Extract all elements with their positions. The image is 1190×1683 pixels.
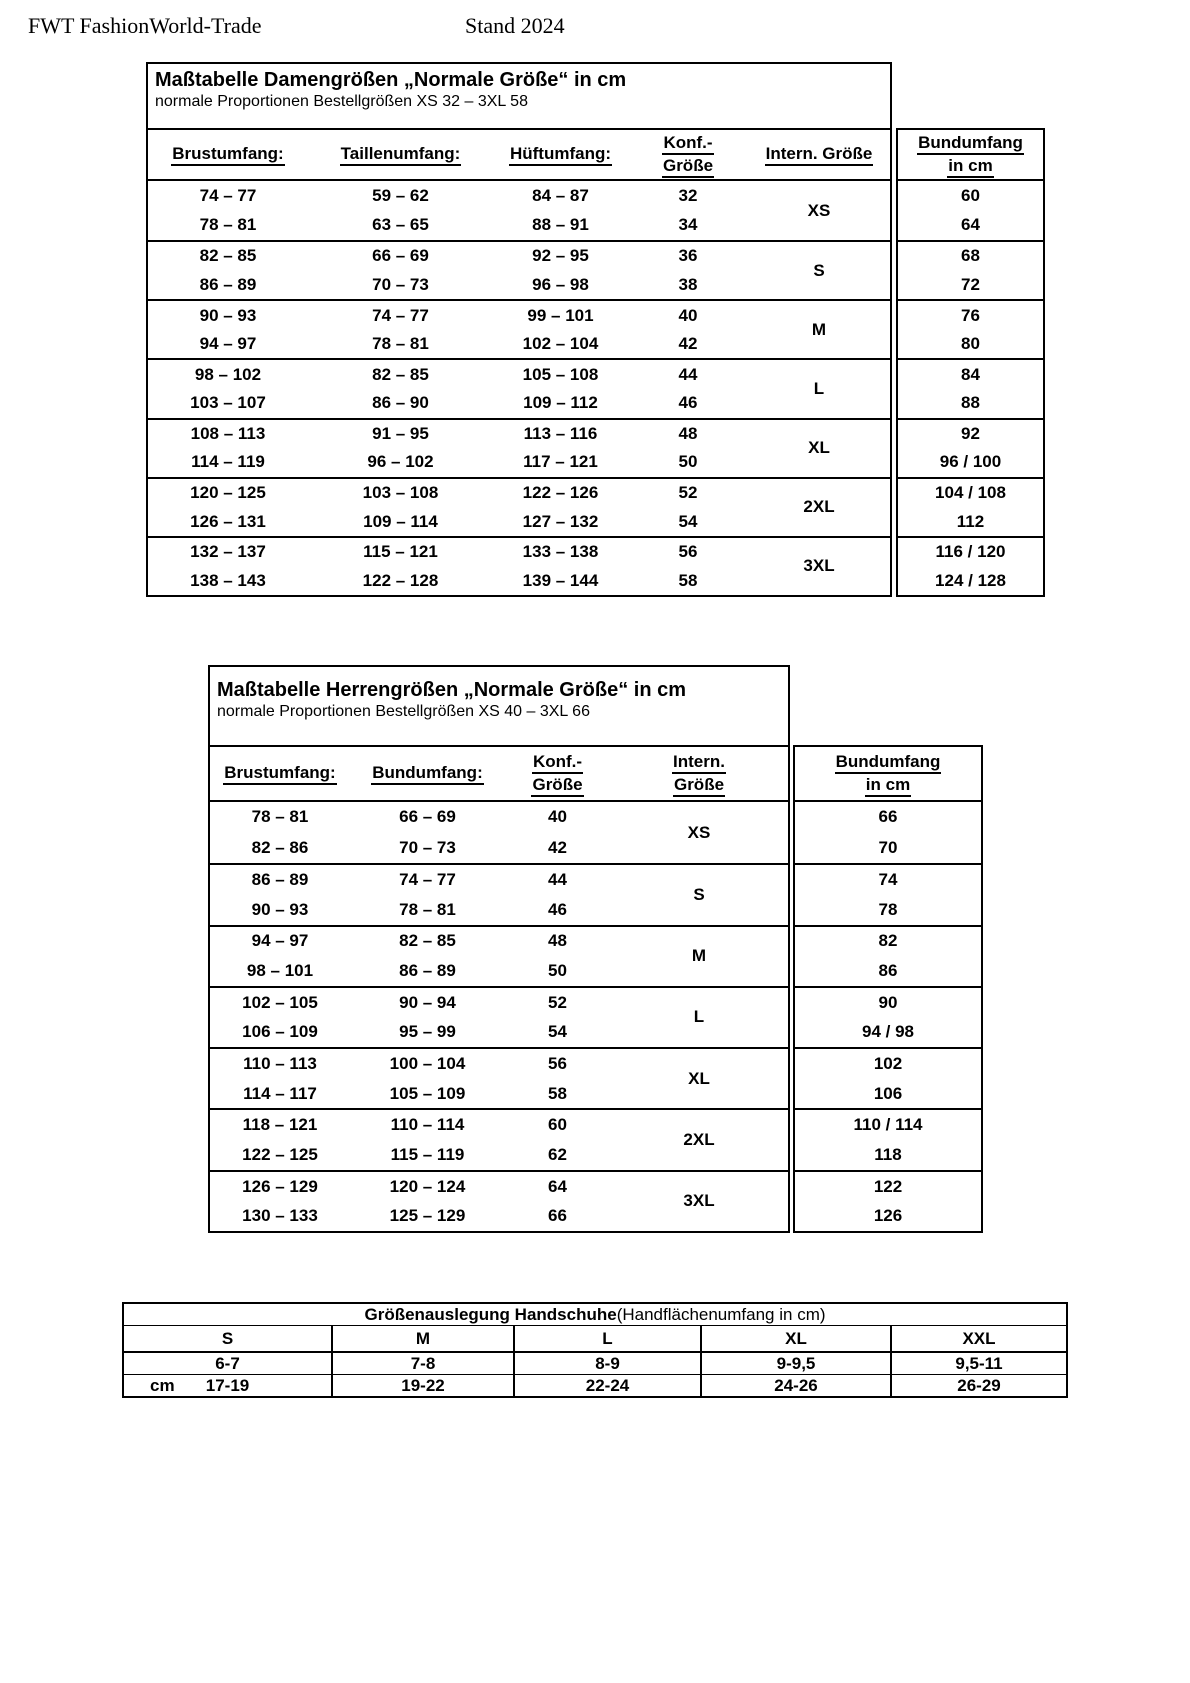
size-cell: 127 – 132 bbox=[522, 511, 599, 531]
size-group-row bbox=[210, 863, 788, 924]
glove-cm-value: 19-22 bbox=[401, 1375, 445, 1395]
size-group-row bbox=[210, 1108, 788, 1169]
size-cell: 78 – 81 bbox=[372, 334, 429, 354]
bund-cell: 102 bbox=[873, 1053, 903, 1073]
size-cell: 78 – 81 bbox=[399, 899, 456, 919]
intl-size-cell: XS bbox=[687, 822, 711, 842]
size-cell: 82 – 86 bbox=[251, 837, 309, 857]
size-cell: 70 – 73 bbox=[399, 837, 456, 857]
bund-cell: 84 bbox=[961, 364, 980, 384]
column-header-line: Größe bbox=[662, 155, 714, 178]
column-header bbox=[610, 751, 788, 797]
intl-size-cell: XS bbox=[807, 200, 831, 220]
bund-header-line: Bundumfang bbox=[835, 751, 942, 774]
intl-size-cell: 2XL bbox=[803, 497, 835, 517]
glove-cm-value: 22-24 bbox=[585, 1375, 630, 1395]
size-group-row bbox=[148, 477, 890, 536]
stand-year-text: Stand 2024 bbox=[465, 13, 565, 38]
size-cell: 82 – 85 bbox=[399, 931, 456, 951]
gloves-hand-size-row bbox=[124, 1353, 1066, 1375]
size-cell: 92 – 95 bbox=[532, 246, 589, 266]
size-cell: 50 bbox=[678, 452, 698, 472]
bund-cell: 94 / 98 bbox=[862, 1022, 914, 1042]
glove-hand-size-cell: 9,5-11 bbox=[890, 1353, 1066, 1374]
size-cell: 70 – 73 bbox=[372, 274, 429, 294]
size-cell: 103 – 107 bbox=[190, 393, 266, 413]
size-cell: 94 – 97 bbox=[199, 334, 257, 354]
bund-cell: 86 bbox=[878, 961, 898, 981]
size-cell: 32 bbox=[678, 185, 698, 205]
column-header-line: Hüftumfang: bbox=[509, 143, 612, 166]
bund-cell: 116 / 120 bbox=[935, 542, 1006, 562]
size-cell: 90 – 93 bbox=[251, 899, 309, 919]
size-cell: 46 bbox=[548, 899, 567, 919]
women-table-body bbox=[148, 181, 890, 595]
men-bund-body bbox=[795, 802, 981, 1231]
size-cell: 46 bbox=[678, 393, 698, 413]
bund-cell: 90 bbox=[878, 992, 898, 1012]
glove-cm-value: 17-19 bbox=[205, 1375, 250, 1395]
women-table-subtitle: normale Proportionen Bestellgrößen XS 32 – 3XL 58 bbox=[155, 93, 528, 110]
size-cell: 103 – 108 bbox=[362, 482, 439, 502]
glove-hand-size-cell: 9-9,5 bbox=[700, 1353, 890, 1374]
bund-cell: 118 bbox=[874, 1144, 902, 1164]
intl-size-cell: XL bbox=[688, 1068, 710, 1088]
size-cell: 96 – 98 bbox=[532, 274, 589, 294]
bund-cell: 110 / 114 bbox=[853, 1115, 923, 1135]
column-header bbox=[748, 143, 890, 166]
size-cell: 78 – 81 bbox=[251, 807, 309, 827]
size-cell: 54 bbox=[548, 1022, 567, 1042]
size-cell: 56 bbox=[678, 542, 698, 562]
bund-cell: 126 bbox=[873, 1206, 903, 1226]
men-size-table bbox=[208, 665, 983, 1233]
size-cell: 126 – 131 bbox=[190, 511, 266, 531]
intl-size-cell: M bbox=[811, 319, 827, 339]
glove-cm-value: 24-26 bbox=[774, 1375, 818, 1395]
size-cell: 117 – 121 bbox=[523, 452, 598, 472]
size-cell: 102 – 104 bbox=[522, 334, 599, 354]
size-cell: 62 bbox=[548, 1144, 567, 1164]
size-group-row bbox=[148, 299, 890, 358]
size-group-row bbox=[148, 358, 890, 417]
size-cell: 34 bbox=[678, 215, 698, 235]
women-size-table bbox=[146, 62, 1045, 597]
document-header bbox=[0, 13, 1190, 43]
size-cell: 38 bbox=[678, 274, 698, 294]
bund-cell: 82 bbox=[878, 931, 898, 951]
size-cell: 96 – 102 bbox=[367, 452, 434, 472]
men-table-title-box bbox=[208, 665, 790, 745]
glove-hand-size-cell: 7-8 bbox=[331, 1353, 513, 1374]
size-cell: 50 bbox=[548, 961, 567, 981]
glove-cm-cell bbox=[124, 1375, 331, 1396]
size-cell: 84 – 87 bbox=[532, 185, 589, 205]
women-header-row bbox=[148, 130, 890, 181]
size-cell: 40 bbox=[548, 807, 567, 827]
column-header bbox=[505, 751, 610, 797]
size-cell: 102 – 105 bbox=[242, 992, 318, 1012]
bund-group-row bbox=[898, 358, 1043, 417]
size-cell: 109 – 112 bbox=[523, 393, 598, 413]
cm-unit-label: cm bbox=[150, 1375, 175, 1395]
size-cell: 74 – 77 bbox=[372, 305, 429, 325]
bund-cell: 76 bbox=[961, 305, 980, 325]
bund-group-row bbox=[795, 1170, 981, 1231]
size-cell: 86 – 89 bbox=[199, 274, 257, 294]
size-cell: 114 – 117 bbox=[243, 1083, 317, 1103]
glove-cm-cell bbox=[890, 1375, 1066, 1396]
column-header-line: Bundumfang: bbox=[371, 762, 483, 785]
bund-cell: 72 bbox=[961, 274, 980, 294]
size-cell: 56 bbox=[548, 1053, 567, 1073]
women-table-title-box bbox=[146, 62, 892, 128]
column-header-line: Brustumfang: bbox=[171, 143, 284, 166]
size-cell: 66 – 69 bbox=[372, 246, 429, 266]
size-cell: 44 bbox=[678, 364, 698, 384]
bund-cell: 96 / 100 bbox=[939, 452, 1002, 472]
size-cell: 52 bbox=[548, 992, 567, 1012]
glove-cm-cell bbox=[513, 1375, 700, 1396]
size-cell: 42 bbox=[678, 334, 698, 354]
bund-group-row bbox=[898, 299, 1043, 358]
size-cell: 98 – 102 bbox=[194, 364, 262, 384]
size-cell: 110 – 113 bbox=[243, 1053, 317, 1073]
size-cell: 99 – 101 bbox=[527, 305, 594, 325]
gloves-title-bold: Größenauslegung Handschuhe bbox=[364, 1304, 617, 1324]
glove-size-header-cell: M bbox=[331, 1326, 513, 1351]
bund-cell: 106 bbox=[873, 1083, 903, 1103]
women-table-title: Maßtabelle Damengrößen „Normale Größe“ in cm bbox=[155, 69, 627, 91]
size-cell: 94 – 97 bbox=[251, 931, 309, 951]
size-group-row bbox=[148, 536, 890, 595]
size-cell: 132 – 137 bbox=[190, 542, 266, 562]
bund-cell: 70 bbox=[878, 837, 898, 857]
column-header-line: Taillenumfang: bbox=[340, 143, 462, 166]
size-cell: 44 bbox=[548, 870, 567, 890]
size-cell: 109 – 114 bbox=[363, 511, 438, 531]
size-cell: 108 – 113 bbox=[190, 423, 266, 443]
size-cell: 74 – 77 bbox=[399, 870, 456, 890]
size-group-row bbox=[210, 986, 788, 1047]
glove-hand-size-cell: 8-9 bbox=[513, 1353, 700, 1374]
bund-group-row bbox=[898, 418, 1043, 477]
column-header-line: Brustumfang: bbox=[223, 762, 336, 785]
size-cell: 113 – 116 bbox=[523, 423, 598, 443]
size-cell: 59 – 62 bbox=[372, 185, 429, 205]
size-cell: 66 bbox=[548, 1206, 567, 1226]
bund-cell: 122 bbox=[873, 1176, 903, 1196]
size-cell: 120 – 124 bbox=[389, 1176, 466, 1196]
gloves-size-header-row bbox=[124, 1326, 1066, 1353]
column-header-line: Konf.- bbox=[662, 132, 713, 155]
column-header bbox=[350, 762, 505, 785]
glove-size-header-cell: XL bbox=[700, 1326, 890, 1351]
intl-size-cell: S bbox=[813, 260, 825, 280]
size-cell: 100 – 104 bbox=[389, 1053, 466, 1073]
size-group-row bbox=[210, 925, 788, 986]
column-header bbox=[308, 143, 493, 166]
bund-header-line: in cm bbox=[865, 774, 911, 797]
size-cell: 48 bbox=[548, 931, 567, 951]
intl-size-cell: L bbox=[813, 378, 825, 398]
bund-cell: 60 bbox=[961, 185, 980, 205]
men-table-subtitle: normale Proportionen Bestellgrößen XS 40 – 3XL 66 bbox=[217, 703, 590, 720]
gloves-size-table bbox=[122, 1302, 1068, 1398]
size-cell: 98 – 101 bbox=[246, 961, 314, 981]
bund-group-row bbox=[898, 240, 1043, 299]
size-cell: 82 – 85 bbox=[199, 246, 257, 266]
size-cell: 88 – 91 bbox=[532, 215, 589, 235]
size-cell: 110 – 114 bbox=[390, 1115, 465, 1135]
size-cell: 40 bbox=[678, 305, 698, 325]
size-group-row bbox=[210, 802, 788, 863]
intl-size-cell: XL bbox=[808, 438, 830, 458]
size-cell: 64 bbox=[548, 1176, 567, 1196]
bund-cell: 80 bbox=[961, 334, 980, 354]
column-header bbox=[148, 143, 308, 166]
bund-cell: 88 bbox=[961, 393, 980, 413]
bund-group-row bbox=[795, 802, 981, 863]
women-bund-body bbox=[898, 181, 1043, 595]
size-cell: 74 – 77 bbox=[199, 185, 257, 205]
bund-column-header bbox=[898, 132, 1043, 178]
size-group-row bbox=[210, 1170, 788, 1231]
size-cell: 66 – 69 bbox=[399, 807, 456, 827]
women-main-table bbox=[146, 128, 892, 597]
glove-hand-size-cell: 6-7 bbox=[215, 1353, 240, 1373]
bund-group-row bbox=[898, 536, 1043, 595]
column-header-line: Größe bbox=[531, 774, 583, 797]
size-cell: 52 bbox=[678, 482, 698, 502]
size-cell: 82 – 85 bbox=[372, 364, 429, 384]
size-cell: 58 bbox=[548, 1083, 567, 1103]
gloves-cm-row bbox=[124, 1375, 1066, 1396]
women-bund-header bbox=[898, 130, 1043, 181]
men-table-body bbox=[210, 802, 788, 1231]
bund-cell: 74 bbox=[878, 870, 898, 890]
men-bund-column bbox=[793, 745, 983, 1233]
bund-cell: 124 / 128 bbox=[935, 570, 1006, 590]
size-cell: 86 – 90 bbox=[372, 393, 429, 413]
size-cell: 78 – 81 bbox=[199, 215, 257, 235]
column-header-line: Intern. Größe bbox=[765, 143, 874, 166]
size-cell: 48 bbox=[678, 423, 698, 443]
women-bund-column bbox=[896, 128, 1045, 597]
size-cell: 114 – 119 bbox=[191, 452, 265, 472]
size-cell: 90 – 94 bbox=[399, 992, 456, 1012]
size-cell: 95 – 99 bbox=[399, 1022, 456, 1042]
bund-group-row bbox=[898, 181, 1043, 240]
men-table-title: Maßtabelle Herrengrößen „Normale Größe“ in cm bbox=[217, 679, 686, 701]
size-cell: 42 bbox=[548, 837, 567, 857]
size-group-row bbox=[210, 1047, 788, 1108]
intl-size-cell: M bbox=[691, 946, 707, 966]
size-cell: 63 – 65 bbox=[372, 215, 429, 235]
column-header-line: Konf.- bbox=[532, 751, 583, 774]
bund-group-row bbox=[795, 1047, 981, 1108]
size-cell: 139 – 144 bbox=[522, 570, 599, 590]
size-cell: 106 – 109 bbox=[242, 1022, 318, 1042]
bund-group-row bbox=[795, 986, 981, 1047]
intl-size-cell: L bbox=[693, 1007, 705, 1027]
size-cell: 91 – 95 bbox=[372, 423, 429, 443]
men-main-table bbox=[208, 745, 790, 1233]
size-cell: 122 – 126 bbox=[522, 482, 599, 502]
size-cell: 86 – 89 bbox=[251, 870, 309, 890]
bund-cell: 64 bbox=[961, 215, 980, 235]
size-cell: 122 – 125 bbox=[242, 1144, 318, 1164]
bund-cell: 92 bbox=[961, 423, 980, 443]
glove-cm-value: 26-29 bbox=[957, 1375, 1001, 1395]
gloves-table-title bbox=[124, 1304, 1066, 1326]
size-group-row bbox=[148, 240, 890, 299]
bund-group-row bbox=[795, 925, 981, 986]
bund-cell: 68 bbox=[961, 246, 980, 266]
intl-size-cell: 3XL bbox=[683, 1191, 715, 1211]
column-header-line: Größe bbox=[673, 774, 725, 797]
size-cell: 105 – 109 bbox=[389, 1083, 466, 1103]
column-header bbox=[210, 762, 350, 785]
size-cell: 36 bbox=[678, 246, 698, 266]
men-bund-header bbox=[795, 747, 981, 802]
intl-size-cell: 2XL bbox=[683, 1130, 715, 1150]
glove-cm-cell bbox=[700, 1375, 890, 1396]
size-cell: 130 – 133 bbox=[242, 1206, 318, 1226]
glove-size-header-cell: S bbox=[221, 1328, 234, 1348]
size-cell: 86 – 89 bbox=[399, 961, 456, 981]
size-cell: 54 bbox=[678, 511, 698, 531]
size-cell: 126 – 129 bbox=[242, 1176, 318, 1196]
size-cell: 58 bbox=[678, 570, 698, 590]
bund-cell: 112 bbox=[956, 511, 985, 531]
column-header bbox=[628, 132, 748, 178]
size-cell: 138 – 143 bbox=[190, 570, 266, 590]
bund-cell: 104 / 108 bbox=[935, 482, 1006, 502]
size-cell: 133 – 138 bbox=[522, 542, 599, 562]
size-group-row bbox=[148, 181, 890, 240]
bund-cell: 78 bbox=[878, 899, 898, 919]
glove-cm-cell bbox=[331, 1375, 513, 1396]
gloves-title-normal: (Handflächenumfang in cm) bbox=[616, 1304, 826, 1324]
men-header-row bbox=[210, 747, 788, 802]
column-header bbox=[493, 143, 628, 166]
size-cell: 60 bbox=[548, 1115, 567, 1135]
size-cell: 115 – 119 bbox=[390, 1144, 465, 1164]
bund-group-row bbox=[795, 863, 981, 924]
size-cell: 90 – 93 bbox=[199, 305, 257, 325]
intl-size-cell: 3XL bbox=[803, 556, 835, 576]
bund-header-line: in cm bbox=[947, 155, 993, 178]
size-cell: 122 – 128 bbox=[362, 570, 439, 590]
glove-size-header-cell: L bbox=[513, 1326, 700, 1351]
bund-header-line: Bundumfang bbox=[917, 132, 1024, 155]
size-cell: 120 – 125 bbox=[190, 482, 266, 502]
brand-text: FWT FashionWorld-Trade bbox=[28, 13, 262, 38]
size-cell: 105 – 108 bbox=[522, 364, 599, 384]
size-group-row bbox=[148, 418, 890, 477]
bund-group-row bbox=[795, 1108, 981, 1169]
bund-group-row bbox=[898, 477, 1043, 536]
intl-size-cell: S bbox=[693, 884, 705, 904]
size-cell: 118 – 121 bbox=[242, 1115, 318, 1135]
size-cell: 115 – 121 bbox=[363, 542, 438, 562]
bund-cell: 66 bbox=[878, 807, 898, 827]
glove-size-header-cell: XXL bbox=[890, 1326, 1066, 1351]
column-header-line: Intern. bbox=[672, 751, 726, 774]
bund-column-header bbox=[795, 751, 981, 797]
size-cell: 125 – 129 bbox=[389, 1206, 466, 1226]
